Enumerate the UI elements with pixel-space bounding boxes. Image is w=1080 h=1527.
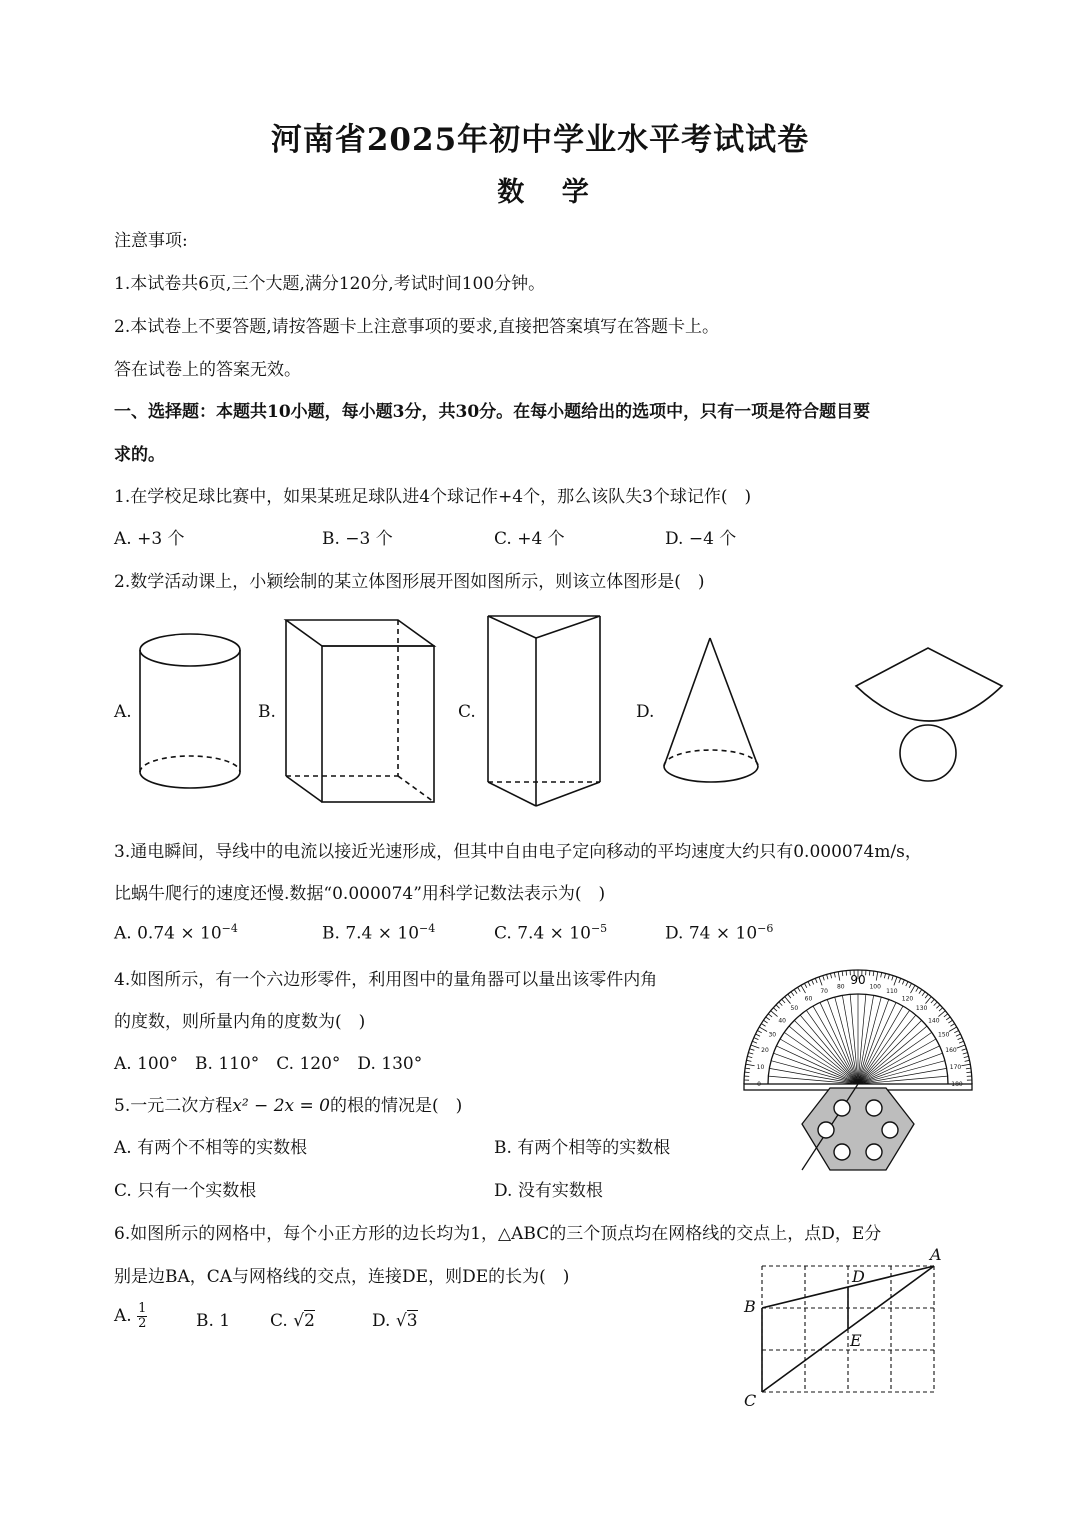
- protractor-ray: [858, 1046, 940, 1084]
- protractor-degree-label: 30: [768, 1031, 777, 1039]
- protractor-tick: [949, 1027, 957, 1032]
- q3-option-c-mantissa: 7.4 × 10: [517, 923, 591, 944]
- cone-net-figure: [852, 644, 1006, 786]
- protractor-top-label: 90: [850, 973, 866, 987]
- protractor-tick: [873, 971, 874, 976]
- q2-option-a-label: A.: [114, 702, 132, 722]
- hexagon-hole: [866, 1100, 882, 1116]
- protractor-degree-label: 150: [938, 1031, 950, 1039]
- protractor-tick: [965, 1060, 970, 1061]
- q6-option-d-radicand: 3: [406, 1311, 418, 1331]
- notes-heading: 注意事项:: [114, 231, 188, 251]
- q6-option-a-label: A.: [114, 1306, 132, 1326]
- q3-option-d-exp: −6: [757, 922, 774, 935]
- protractor-tick: [752, 1041, 757, 1043]
- protractor-tick: [808, 982, 810, 986]
- q1-option-a: A. +3 个: [114, 529, 185, 549]
- q3-option-a-mantissa: 0.74 × 10: [137, 923, 222, 944]
- q6-fraction-numerator: 1: [138, 1301, 147, 1316]
- q3-option-b: [322, 922, 435, 944]
- q5-stem-pre: 5.一元二次方程: [114, 1096, 233, 1116]
- protractor-tick: [944, 1014, 948, 1017]
- q3-option-d: [665, 922, 773, 944]
- protractor-tick: [771, 1011, 778, 1017]
- protractor-figure: [740, 966, 980, 1174]
- protractor-degree-label: 110: [886, 987, 898, 995]
- question-2-stem: 2.数学活动课上，小颖绘制的某立体图形展开图如图所示，则该立体图形是( ): [114, 572, 705, 592]
- protractor-degree-label: 180: [951, 1081, 963, 1088]
- protractor-tick: [757, 1030, 761, 1032]
- protractor-tick: [958, 1038, 963, 1040]
- protractor-tick: [804, 983, 806, 987]
- protractor-tick: [957, 1045, 965, 1048]
- protractor-tick: [834, 972, 835, 977]
- q2-option-d-label: D.: [636, 702, 655, 722]
- protractor-tick: [869, 971, 870, 976]
- q6-fraction-denominator: 2: [138, 1316, 147, 1331]
- q6-option-b: B. 1: [196, 1311, 231, 1331]
- q3-option-b-exp: −4: [419, 922, 436, 935]
- protractor-tick: [961, 1064, 970, 1066]
- protractor-tick: [751, 1045, 759, 1048]
- protractor-tick: [959, 1041, 964, 1043]
- question-6-stem: 6.如图所示的网格中，每个小正方形的边长均为1，△ABC的三个顶点均在网格线的交点上，点D，E分: [114, 1224, 882, 1244]
- protractor-degree-label: 0: [757, 1081, 761, 1088]
- q3-option-a-exp: −4: [221, 922, 238, 935]
- q5-option-c: C. 只有一个实数根: [114, 1181, 257, 1201]
- protractor-tick: [756, 1034, 760, 1036]
- protractor-tick: [966, 1072, 971, 1073]
- protractor-tick: [906, 982, 908, 986]
- protractor-tick: [768, 1014, 772, 1017]
- protractor-tick: [827, 974, 828, 979]
- protractor-tick: [964, 1056, 969, 1057]
- protractor-tick: [892, 976, 894, 981]
- protractor-tick: [785, 997, 791, 1004]
- hexagon-hole: [866, 1144, 882, 1160]
- q3-option-d-mantissa: 74 × 10: [688, 923, 758, 944]
- question-3-stem: 3.通电瞬间，导线中的电流以接近光速形成，但其中自由电子定向移动的平均速度大约只有0.000074m/s，: [114, 842, 922, 862]
- protractor-degree-label: 160: [945, 1047, 957, 1055]
- protractor-degree-label: 60: [804, 995, 813, 1003]
- protractor-tick: [745, 1068, 750, 1069]
- protractor-degree-label: 10: [756, 1063, 765, 1071]
- protractor-tick: [963, 1053, 968, 1054]
- protractor-tick: [838, 972, 840, 981]
- protractor-degree-label: 50: [790, 1005, 799, 1013]
- protractor-ray: [776, 1046, 858, 1084]
- protractor-tick: [899, 978, 901, 983]
- q5-stem-post: 的根的情况是( ): [329, 1096, 463, 1116]
- grid-triangle-figure: [740, 1244, 950, 1410]
- point-label-c: C: [744, 1391, 757, 1410]
- protractor-tick: [950, 1024, 954, 1027]
- hexagon-hole: [834, 1144, 850, 1160]
- q3-option-c-label: C.: [494, 923, 512, 944]
- protractor-tick: [747, 1056, 752, 1057]
- q5-option-a: A. 有两个不相等的实数根: [114, 1138, 308, 1158]
- point-label-a: A: [930, 1245, 942, 1264]
- protractor-tick: [954, 1030, 958, 1032]
- protractor-tick: [931, 999, 934, 1003]
- protractor-tick: [946, 1017, 950, 1020]
- q3-option-a-label: A.: [114, 923, 132, 944]
- prism-figure: [282, 616, 438, 806]
- q3-option-c-exp: −5: [590, 922, 608, 935]
- protractor-tick: [925, 997, 931, 1004]
- protractor-tick: [748, 1053, 753, 1054]
- page-title: 河南省2025年初中学业水平考试试卷: [270, 122, 810, 158]
- protractor-tick: [925, 994, 928, 998]
- q6-option-c: [270, 1311, 315, 1331]
- point-label-d: D: [852, 1267, 865, 1286]
- q6-option-d: [372, 1311, 418, 1331]
- protractor-tick: [894, 977, 897, 985]
- protractor-degree-label: 170: [949, 1063, 962, 1071]
- protractor-degree-label: 100: [869, 983, 881, 991]
- q6-option-a: [114, 1302, 147, 1331]
- protractor-tick: [934, 1002, 937, 1006]
- protractor-degree-label: 40: [778, 1017, 786, 1025]
- protractor-ray: [858, 1002, 896, 1084]
- page-subtitle: 数 学: [497, 177, 603, 208]
- protractor-tick: [754, 1038, 759, 1040]
- q3-option-a: [114, 922, 238, 944]
- question-6-stem-cont: 别是边BA，CA与网格线的交点，连接DE，则DE的长为( ): [114, 1267, 570, 1287]
- cone-figure: [660, 634, 762, 790]
- protractor-tick: [788, 994, 791, 998]
- protractor-tick: [916, 987, 919, 991]
- protractor-tick: [911, 985, 916, 993]
- protractor-tick: [782, 999, 785, 1003]
- q4-options: A. 100° B. 110° C. 120° D. 130°: [114, 1054, 423, 1074]
- protractor-tick: [766, 1017, 770, 1020]
- protractor-tick: [876, 972, 878, 981]
- protractor-tick: [823, 976, 825, 981]
- protractor-tick: [763, 1020, 767, 1023]
- protractor-tick: [819, 977, 822, 985]
- protractor-tick: [746, 1064, 755, 1066]
- protractor-tick: [779, 1002, 782, 1006]
- protractor-degree-label: 70: [820, 987, 828, 995]
- q2-option-c-label: C.: [458, 702, 476, 722]
- question-3-stem-cont: 比蜗牛爬行的速度还慢.数据“0.000074”用科学记数法表示为( ): [114, 884, 606, 904]
- point-label-e: E: [850, 1331, 862, 1350]
- notes-item: 1.本试卷共6页,三个大题,满分120分,考试时间100分钟。: [114, 274, 546, 294]
- protractor-tick: [938, 1011, 945, 1017]
- q2-option-b-label: B.: [258, 702, 276, 722]
- notes-item: 2.本试卷上不要答题,请按答题卡上注意事项的要求,直接把答案填写在答题卡上。: [114, 317, 720, 337]
- protractor-tick: [794, 989, 797, 993]
- protractor-tick: [966, 1068, 971, 1069]
- protractor-tick: [830, 973, 831, 978]
- protractor-tick: [759, 1027, 767, 1032]
- triangular-prism-figure: [484, 612, 606, 810]
- protractor-tick: [798, 987, 801, 991]
- protractor-tick: [888, 974, 889, 979]
- protractor-tick: [846, 971, 847, 976]
- q3-option-c: [494, 922, 607, 944]
- sqrt-icon: √: [395, 1311, 407, 1331]
- protractor-ray: [820, 1002, 858, 1084]
- protractor-tick: [909, 983, 911, 987]
- q3-option-b-mantissa: 7.4 × 10: [345, 923, 420, 944]
- hexagon-hole: [818, 1122, 834, 1138]
- protractor-tick: [919, 989, 922, 993]
- protractor-tick: [922, 992, 925, 996]
- protractor-degree-label: 80: [836, 983, 845, 991]
- protractor-tick: [776, 1005, 780, 1008]
- q1-option-d: D. −4 个: [665, 529, 737, 549]
- question-5-stem: [114, 1091, 462, 1116]
- sqrt-icon: √: [293, 1311, 305, 1331]
- section-heading: 一、选择题：本题共10小题，每小题3分，共30分。在每小题给出的选项中，只有一项是符合题目要: [114, 402, 871, 422]
- protractor-tick: [791, 992, 794, 996]
- protractor-tick: [815, 978, 817, 983]
- notes-item: 答在试卷上的答案无效。: [114, 360, 301, 380]
- hexagon-hole: [882, 1122, 898, 1138]
- protractor-tick: [745, 1072, 750, 1073]
- protractor-tick: [956, 1034, 960, 1036]
- section-heading-cont: 求的。: [114, 445, 165, 465]
- protractor-tick: [746, 1060, 751, 1061]
- protractor-tick: [884, 973, 885, 978]
- protractor-degree-label: 140: [928, 1017, 940, 1025]
- protractor-tick: [962, 1049, 967, 1051]
- point-label-b: B: [744, 1297, 756, 1316]
- hexagon-hole: [834, 1100, 850, 1116]
- q5-equation: x² − 2x = 0: [232, 1096, 330, 1116]
- q6-option-d-label: D.: [372, 1311, 391, 1331]
- question-4-stem: 4.如图所示，有一个六边形零件，利用图中的量角器可以量出该零件内角: [114, 970, 658, 990]
- protractor-degree-label: 130: [915, 1005, 928, 1013]
- protractor-tick: [939, 1008, 943, 1011]
- q1-option-c: C. +4 个: [494, 529, 565, 549]
- q3-option-d-label: D.: [665, 923, 684, 944]
- q5-option-b: B. 有两个相等的实数根: [494, 1138, 671, 1158]
- protractor-degree-label: 20: [761, 1047, 769, 1055]
- protractor-tick: [801, 985, 806, 993]
- q3-option-b-label: B.: [322, 923, 340, 944]
- protractor-tick: [902, 980, 904, 985]
- protractor-tick: [881, 972, 882, 977]
- question-1-stem: 1.在学校足球比赛中，如果某班足球队进4个球记作+4个，那么该队失3个球记作( ): [114, 487, 752, 507]
- question-4-stem-cont: 的度数，则所量内角的度数为( ): [114, 1012, 366, 1032]
- cylinder-figure: [136, 628, 244, 792]
- protractor-tick: [750, 1049, 755, 1051]
- protractor-tick: [948, 1020, 952, 1023]
- protractor-tick: [812, 980, 814, 985]
- q6-option-c-radicand: 2: [304, 1311, 315, 1331]
- q6-option-c-label: C.: [270, 1311, 288, 1331]
- protractor-tick: [842, 971, 843, 976]
- protractor-tick: [773, 1008, 777, 1011]
- q5-option-d: D. 没有实数根: [494, 1181, 603, 1201]
- protractor-tick: [936, 1005, 940, 1008]
- protractor-degree-label: 120: [901, 995, 914, 1003]
- q1-option-b: B. −3 个: [322, 529, 393, 549]
- protractor-tick: [761, 1024, 765, 1027]
